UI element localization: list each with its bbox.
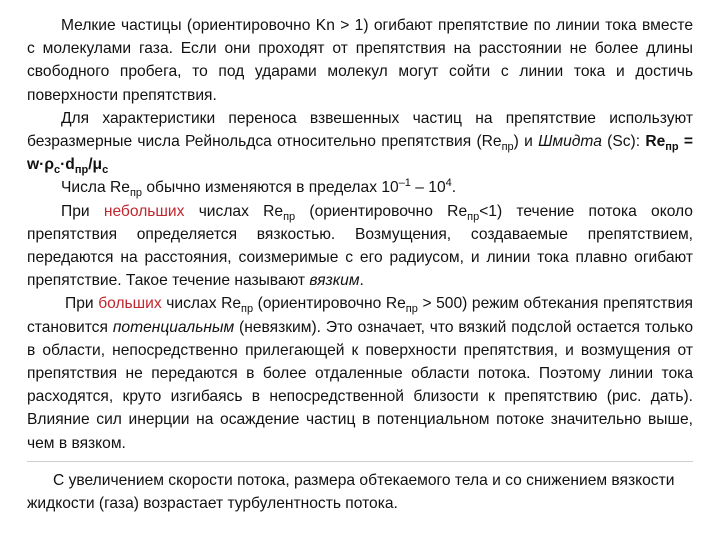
paragraph-text: Для характеристики переноса взвешенных частиц на препятствие используют безразмерные числа Рейнольдса относительно препятствия (Re — [27, 109, 693, 151]
subscript: пр — [129, 187, 143, 200]
paragraph-text: . — [359, 272, 364, 290]
paragraph-text: числах Re — [198, 202, 284, 220]
paragraph-text: > 500) режим обтекания препятствия становится — [27, 295, 693, 336]
formula-part: /μ — [88, 156, 103, 174]
paragraph-text: При — [65, 295, 94, 313]
superscript: –1 — [398, 177, 411, 190]
paragraph-re-range — [27, 176, 693, 199]
viscous-term: вязким — [309, 272, 360, 290]
formula-part: = w·ρ — [27, 133, 693, 174]
paragraph-text: Мелкие частицы (ориентировочно Kn > 1) огибают препятствие по линии тока вместе с молекулами газа. Если они проходят от препятствия на расстоянии не более длины свободного пробега, то под ударами молекул могут сойти с линии тока и достичь поверхности препятствия. — [27, 17, 693, 104]
paragraph-text: (ориентировочно Re — [253, 295, 406, 313]
subscript: пр — [283, 210, 296, 223]
paragraph-large-re — [27, 292, 693, 454]
paragraph-dimensionless-numbers — [27, 107, 693, 177]
formula-sub: пр — [665, 141, 679, 154]
highlight-large: больших — [98, 295, 162, 313]
formula-part: Re — [645, 133, 666, 151]
subscript: пр — [241, 303, 254, 316]
paragraph-text: обычно изменяются в пределах 10 — [142, 179, 399, 197]
highlight-small: небольших — [103, 202, 185, 220]
potential-term: потенциальным — [112, 318, 235, 336]
paragraph-small-particles — [27, 14, 693, 107]
subscript: пр — [405, 303, 418, 316]
paragraph-text: При — [61, 202, 90, 220]
paragraph-text: . — [451, 179, 457, 197]
paragraph-text: ) и — [513, 133, 533, 151]
superscript: 4 — [445, 177, 452, 190]
formula-part: ·d — [60, 156, 75, 174]
text-block — [27, 14, 693, 462]
paragraph-text: – 10 — [410, 179, 446, 197]
formula-sub: с — [102, 164, 109, 177]
paragraph-text: (Sc): — [607, 133, 641, 151]
paragraph-text: Числа Re — [61, 179, 130, 197]
paragraph-small-re — [27, 200, 693, 293]
footer-note: С увеличением скорости потока, размера обтекаемого тела и со снижением вязкости жидкости (газа) возрастает турбулентность потока. — [27, 472, 675, 513]
formula-sub: пр — [74, 164, 89, 177]
paragraph-text: (невязким). Это означает, что вязкий подслой остается только в области, непосредственно прилегающей к поверхности препятствия, и возмущения от препятствия не передаются в более отдаленные области потока. Поэтому линии тока расходятся, круто изгибаясь в непосредственной близости к препятствию (рис. дать). Влияние сил инерции на осаждение частиц в потенциальном потоке значительно выше, чем в вязком. — [27, 318, 693, 452]
paragraph-text: числах Re — [166, 295, 242, 313]
formula-sub: с — [53, 164, 61, 177]
schmidt-term: Шмидта — [538, 133, 602, 151]
paragraph-text: (ориентировочно Re — [295, 202, 468, 220]
subscript: пр — [467, 210, 480, 223]
paragraph-text: <1) течение потока около препятствия определяется вязкостью. Возмущения, создаваемые препятствием, передаются на расстояния, соизмеримые с его радиусом, и линии тока плавно огибают препятствие. Такое течение называют — [27, 202, 693, 290]
subscript: пр — [501, 141, 514, 154]
